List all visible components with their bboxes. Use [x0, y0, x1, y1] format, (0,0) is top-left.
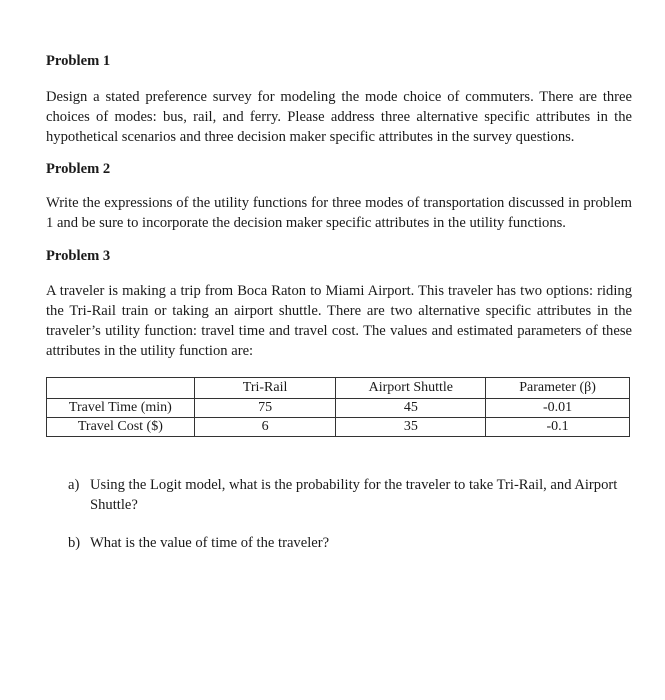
- question-marker: a): [68, 477, 80, 493]
- problem3-heading: Problem 3: [46, 248, 111, 264]
- table-header-cell: Parameter (β): [486, 378, 630, 399]
- question-text: What is the value of time of the traveler?: [90, 535, 330, 551]
- question-list: [46, 475, 632, 553]
- table-cell: 6: [194, 418, 336, 437]
- table-row: [47, 418, 630, 437]
- problem2-heading: Problem 2: [46, 161, 111, 177]
- table-cell: -0.1: [486, 418, 630, 437]
- problem3-text: A traveler is making a trip from Boca Raton to Miami Airport. This traveler has two options: riding the Tri-Rail train or taking an airport shuttle. There are two alternative specific attributes in the traveler’s utility function: travel time and travel cost. The values and estimated parameters of these attributes in the utility function are:: [46, 283, 632, 359]
- problem1-heading: Problem 1: [46, 53, 111, 69]
- question-text: Using the Logit model, what is the probability for the traveler to take Tri-Rail, and Airport Shuttle?: [90, 477, 618, 513]
- table-header-cell: Airport Shuttle: [336, 378, 486, 399]
- table-cell: 45: [336, 399, 486, 418]
- table-row: [47, 399, 630, 418]
- table-cell: Travel Cost ($): [47, 418, 195, 437]
- document-page: [46, 52, 632, 553]
- problem1-text: Design a stated preference survey for modeling the mode choice of commuters. There are three choices of modes: bus, rail, and ferry. Please address three alternative specific attributes in the hypothetical scenarios and three decision maker specific attributes in the survey questions.: [46, 89, 632, 145]
- problem2-text: Write the expressions of the utility functions for three modes of transportation discussed in problem 1 and be sure to incorporate the decision maker specific attributes in the utility functions.: [46, 195, 632, 231]
- table-header-cell: [47, 378, 195, 399]
- question-item: [68, 475, 632, 515]
- question-item: [68, 533, 632, 553]
- table-cell: -0.01: [486, 399, 630, 418]
- table-cell: Travel Time (min): [47, 399, 195, 418]
- table-cell: 75: [194, 399, 336, 418]
- table-header-row: [47, 378, 630, 399]
- table-cell: 35: [336, 418, 486, 437]
- table-header-cell: Tri-Rail: [194, 378, 336, 399]
- question-marker: b): [68, 535, 81, 551]
- attributes-table: [46, 377, 630, 437]
